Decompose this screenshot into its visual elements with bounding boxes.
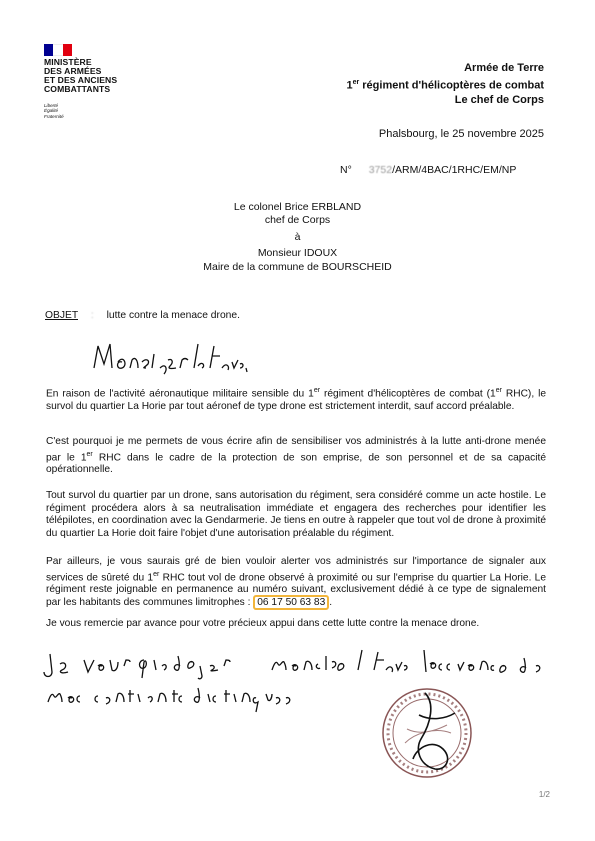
p1-text-c: RHC), le survol du quartier La Horie par tout aéronef de type drone est strictement interdit, sauf accord préalable. xyxy=(46,388,546,412)
motto-line: Liberté xyxy=(44,103,59,108)
sender-regiment xyxy=(346,76,544,93)
ministry-line: ET DES ANCIENS xyxy=(44,75,118,85)
flag-red-band xyxy=(63,44,72,56)
letter-reference xyxy=(340,164,516,176)
from-title: chef de Corps xyxy=(264,214,331,227)
p4-text-b: RHC tout vol de drone observé à proximité ou sur l'emprise du quartier La Horie. Le régiment reste joignable en permanence au numéro suivant, exclusivement dédié à ce type de signalement par les habitants des communes limitrophes : xyxy=(46,571,546,608)
salutation-text: Monsieur le Maire, xyxy=(90,374,99,375)
handwritten-closing xyxy=(40,646,580,726)
ministry-name xyxy=(44,58,117,94)
p1-sup2: er xyxy=(495,387,502,394)
republique-francaise-flag-icon xyxy=(44,44,72,56)
ministry-line: COMBATTANTS xyxy=(44,84,111,94)
sender-role: Le chef de Corps xyxy=(454,93,544,106)
subject-redacted: : xyxy=(90,310,94,321)
ministry-line: MINISTÈRE xyxy=(44,57,92,67)
flag-white-band xyxy=(53,44,62,56)
republic-motto xyxy=(44,103,64,119)
paragraph-5: Je vous remercie par avance pour votre précieux appui dans cette lutte contre la menace drone. xyxy=(46,618,480,629)
p1-text-a: En raison de l'activité aéronautique militaire sensible du 1 xyxy=(46,388,314,400)
paragraph-3: Tout survol du quartier par un drone, sans autorisation du régiment, sera considéré comme un acte hostile. Le régiment procédera alors à sa neutralisation immédiate et engagera des recherches pour identifier les télépilotes, en coordination avec la Gendarmerie. Je tiens en outre à rappeler que tout vol de drone à proximité du quartier La Horie doit faire l'objet d'une autorisation préalable du régiment. xyxy=(46,490,546,539)
p4-text-a: Par ailleurs, je vous saurais gré de bien vouloir alerter vos administrés sur l'importance de signaler aux services de sûreté du 1 xyxy=(46,556,546,583)
p1-text-b: régiment d'hélicoptères de combat (1 xyxy=(320,388,496,400)
official-seal-stamp xyxy=(375,685,485,785)
p1-sup: er xyxy=(313,387,321,394)
paragraph-2 xyxy=(46,436,546,477)
reference-number: 3752 xyxy=(368,164,393,176)
motto-line: Fraternité xyxy=(44,113,64,119)
p4-end: . xyxy=(329,596,333,608)
hotline-phone-number: 06 17 50 63 83 xyxy=(253,595,329,610)
letter-subject xyxy=(45,310,240,321)
regiment-name: régiment d'hélicoptères de combat xyxy=(359,79,544,92)
p2-sup: er xyxy=(86,450,93,458)
page-number: 1/2 xyxy=(538,790,550,799)
paragraph-4 xyxy=(46,556,546,609)
closing-line-2: mes sentiments distinguée. xyxy=(40,725,53,726)
flag-blue-band xyxy=(44,44,53,56)
regiment-number: 1 xyxy=(346,79,353,92)
address-block xyxy=(0,201,595,274)
paragraph-1 xyxy=(46,385,546,413)
handwritten-salutation xyxy=(90,338,250,378)
sender-block xyxy=(346,61,544,107)
ministry-line: DES ARMÉES xyxy=(44,66,102,76)
closing-line-1: Je vous prie d'agréer, monsieur le Maire, l'assurance de xyxy=(40,724,65,725)
motto-line: Égalité xyxy=(44,108,59,114)
letter-date: Phalsbourg, le 25 novembre 2025 xyxy=(378,128,544,140)
p2-text-a: C'est pourquoi je me permets de vous écrire afin de sensibiliser vos administrés à la lutte anti-drone menée par le 1 xyxy=(46,436,546,463)
regiment-number-sup: er xyxy=(352,78,360,86)
to-title: Maire de la commune de BOURSCHEID xyxy=(203,260,392,273)
to-name: Monsieur IDOUX xyxy=(257,247,338,260)
p2-text-b: RHC dans le cadre de la protection de son emprise, de son personnel et de sa capacité opérationnelle. xyxy=(46,451,546,476)
subject-label: OBJET xyxy=(45,310,78,321)
reference-suffix: /ARM/4BAC/1RHC/EM/NP xyxy=(392,164,517,176)
sender-army: Armée de Terre xyxy=(464,62,544,74)
from-name: Le colonel Brice ERBLAND xyxy=(233,201,362,213)
p4-sup: er xyxy=(153,570,160,578)
reference-prefix: N° xyxy=(340,164,352,176)
subject-text: lutte contre la menace drone. xyxy=(106,310,240,321)
to-word: à xyxy=(294,230,301,243)
